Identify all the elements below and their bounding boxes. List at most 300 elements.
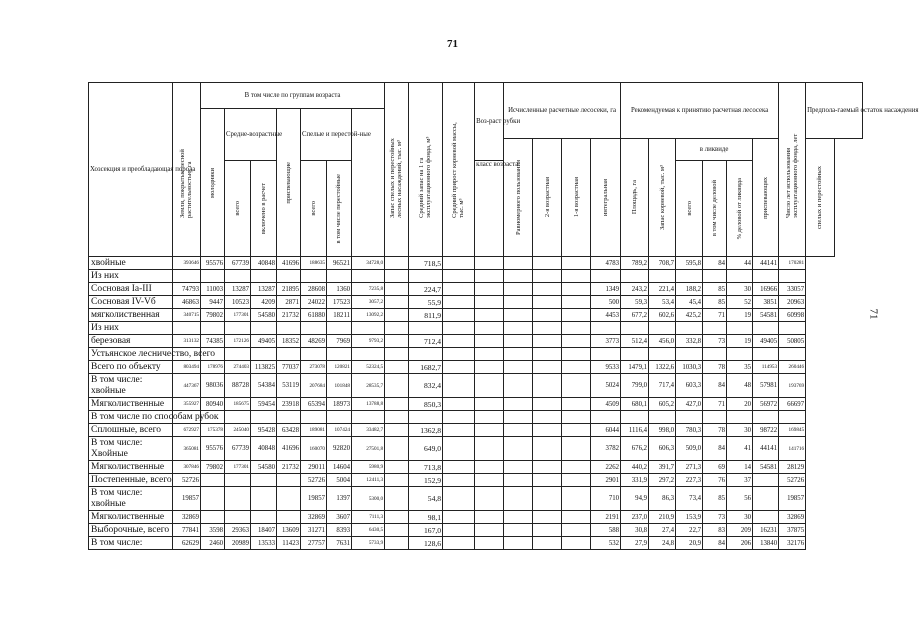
table-cell xyxy=(533,524,562,537)
table-cell: 52726 xyxy=(779,474,806,487)
table-cell: 18211 xyxy=(327,309,352,322)
table-row xyxy=(89,335,863,348)
table-cell xyxy=(385,335,409,348)
table-cell: 35 xyxy=(727,361,753,374)
table-cell xyxy=(562,374,591,398)
table-cell: 18973 xyxy=(327,398,352,411)
table-cell: 9533 xyxy=(591,361,621,374)
table-cell: 178976 xyxy=(201,361,225,374)
table-cell: 13788,8 xyxy=(352,398,385,411)
table-cell: 41696 xyxy=(277,437,301,461)
row-label: мягколиственная xyxy=(89,309,173,322)
table-cell xyxy=(443,424,475,437)
table-cell xyxy=(385,374,409,398)
table-cell: 595,8 xyxy=(676,257,703,270)
table-cell: 34728,0 xyxy=(352,257,385,270)
table-cell: 799,0 xyxy=(621,374,649,398)
table-cell: 41 xyxy=(727,437,753,461)
row-label: Выборочные, всего xyxy=(89,524,173,537)
table-cell: 19857 xyxy=(301,487,327,511)
row-label: В том числе: хвойные xyxy=(89,487,173,511)
table-cell xyxy=(591,411,621,424)
table-cell: 88728 xyxy=(225,374,251,398)
table-cell xyxy=(327,411,352,424)
table-cell: 193769 xyxy=(779,374,806,398)
table-cell xyxy=(475,511,504,524)
table-cell xyxy=(562,411,591,424)
table-cell xyxy=(301,270,327,283)
table-cell: 677,2 xyxy=(621,309,649,322)
table-cell: 1362,8 xyxy=(409,424,443,437)
row-label: В том числе: Хвойные xyxy=(89,437,173,461)
table-cell: 69 xyxy=(703,461,727,474)
table-cell: 5024 xyxy=(591,374,621,398)
col-header-avg-growth: Средний прирост корневой массы, тыс. м³ xyxy=(443,83,475,257)
table-cell: 340715 xyxy=(173,309,201,322)
table-cell xyxy=(201,487,225,511)
table-cell: 274403 xyxy=(225,361,251,374)
table-cell xyxy=(385,270,409,283)
table-cell: 53,4 xyxy=(649,296,676,309)
table-cell xyxy=(753,270,779,283)
table-cell xyxy=(533,322,562,335)
table-cell: 710 xyxy=(591,487,621,511)
table-cell: 76 xyxy=(703,474,727,487)
table-cell: 14 xyxy=(727,461,753,474)
table-cell xyxy=(779,411,806,424)
table-cell: 221,4 xyxy=(649,283,676,296)
col-header-age-groups: В том числе по группам возраста xyxy=(201,83,385,109)
table-cell xyxy=(385,511,409,524)
table-cell xyxy=(562,257,591,270)
table-cell xyxy=(649,270,676,283)
table-cell: 2191 xyxy=(591,511,621,524)
table-cell xyxy=(173,270,201,283)
table-cell: 713,8 xyxy=(409,461,443,474)
table-cell xyxy=(504,296,533,309)
table-cell xyxy=(676,411,703,424)
table-cell: 84 xyxy=(703,437,727,461)
table-cell: 832,4 xyxy=(409,374,443,398)
table-cell: 391,7 xyxy=(649,461,676,474)
table-cell xyxy=(251,270,277,283)
table-cell: 63428 xyxy=(277,424,301,437)
table-cell xyxy=(591,270,621,283)
table-row xyxy=(89,537,863,550)
table-row xyxy=(89,270,863,283)
table-cell: 512,4 xyxy=(621,335,649,348)
table-cell xyxy=(251,411,277,424)
col-header-calc-areas: Исчисленные расчетные лесосеки, га xyxy=(504,83,621,139)
table-cell xyxy=(703,322,727,335)
table-cell: 606,3 xyxy=(649,437,676,461)
table-cell: 9793,2 xyxy=(352,335,385,348)
table-cell xyxy=(251,348,277,361)
row-label: Мягколиственные xyxy=(89,398,173,411)
table-cell xyxy=(385,524,409,537)
table-cell: 1322,6 xyxy=(649,361,676,374)
table-cell: 206 xyxy=(727,537,753,550)
table-cell: 79802 xyxy=(201,309,225,322)
table-cell: 52 xyxy=(727,296,753,309)
row-label: Сплошные, всего xyxy=(89,424,173,437)
table-cell: 19 xyxy=(727,335,753,348)
table-cell xyxy=(649,322,676,335)
table-cell xyxy=(301,322,327,335)
table-cell xyxy=(533,474,562,487)
table-cell xyxy=(504,257,533,270)
table-cell: 44 xyxy=(727,257,753,270)
table-cell: 5300,0 xyxy=(352,487,385,511)
table-cell xyxy=(475,257,504,270)
table-cell xyxy=(504,411,533,424)
table-cell: 21732 xyxy=(277,461,301,474)
row-label: В том числе: xyxy=(89,537,173,550)
table-cell xyxy=(703,411,727,424)
table-cell: 18352 xyxy=(277,335,301,348)
table-cell xyxy=(475,335,504,348)
row-label: В том числе: хвойные xyxy=(89,374,173,398)
row-label: Из них xyxy=(89,270,173,283)
col-header-remain-mature: спелых и перестойных xyxy=(806,139,834,257)
table-cell: 224,7 xyxy=(409,283,443,296)
table-row xyxy=(89,348,863,361)
table-cell xyxy=(475,487,504,511)
table-cell: 189081 xyxy=(301,424,327,437)
table-cell xyxy=(649,348,676,361)
table-cell: 850,3 xyxy=(409,398,443,411)
table-cell: 28608 xyxy=(301,283,327,296)
table-cell: 393646 xyxy=(173,257,201,270)
table-cell: 54580 xyxy=(251,461,277,474)
table-cell xyxy=(562,524,591,537)
table-cell: 2262 xyxy=(591,461,621,474)
table-cell: 177301 xyxy=(225,309,251,322)
table-cell: 500 xyxy=(591,296,621,309)
table-cell: 46863 xyxy=(173,296,201,309)
table-cell xyxy=(201,322,225,335)
table-cell xyxy=(225,270,251,283)
table-cell: 20 xyxy=(727,398,753,411)
table-cell xyxy=(443,335,475,348)
table-cell xyxy=(251,487,277,511)
table-cell: 532 xyxy=(591,537,621,550)
table-cell xyxy=(504,322,533,335)
col-header-avg-stock: Средний запас на 1 га эксплуатационного фонда, м³ xyxy=(409,83,443,257)
table-cell: 17523 xyxy=(327,296,352,309)
table-cell: 40848 xyxy=(251,257,277,270)
table-cell: 332,8 xyxy=(676,335,703,348)
table-cell: 1682,7 xyxy=(409,361,443,374)
table-cell xyxy=(562,361,591,374)
table-cell xyxy=(385,424,409,437)
table-cell xyxy=(475,322,504,335)
table-cell: 49405 xyxy=(753,335,779,348)
table-cell: 29363 xyxy=(225,524,251,537)
table-cell xyxy=(385,309,409,322)
table-cell: 83 xyxy=(703,524,727,537)
table-cell xyxy=(562,424,591,437)
row-label: хвойные xyxy=(89,257,173,270)
table-cell xyxy=(352,270,385,283)
col-header-forest-land: Земли, покрытые лесной растительностью, га xyxy=(173,83,201,257)
table-cell: 605,2 xyxy=(649,398,676,411)
table-cell: 4209 xyxy=(251,296,277,309)
table-cell: 40848 xyxy=(251,437,277,461)
row-label: Постепенные, всего xyxy=(89,474,173,487)
table-cell: 672927 xyxy=(173,424,201,437)
table-cell: 53119 xyxy=(277,374,301,398)
row-label: Устьянское лесничество, всего xyxy=(89,348,173,361)
table-cell xyxy=(385,257,409,270)
table-cell: 170281 xyxy=(779,257,806,270)
table-cell: 85 xyxy=(703,487,727,511)
table-cell: 188,2 xyxy=(676,283,703,296)
table-cell xyxy=(649,411,676,424)
table-cell: 676,2 xyxy=(621,437,649,461)
table-cell: 13092,2 xyxy=(352,309,385,322)
table-cell: 16231 xyxy=(753,524,779,537)
table-cell xyxy=(277,474,301,487)
table-cell: 98036 xyxy=(201,374,225,398)
table-cell: 803494 xyxy=(173,361,201,374)
table-cell: 114953 xyxy=(753,361,779,374)
table-cell: 456,0 xyxy=(649,335,676,348)
table-cell xyxy=(277,487,301,511)
col-header-recommended: Рекомендуемая к принятию расчетная лесосека xyxy=(621,83,779,139)
table-cell: 141716 xyxy=(779,437,806,461)
table-cell: 210,9 xyxy=(649,511,676,524)
table-cell: 237,0 xyxy=(621,511,649,524)
table-cell xyxy=(443,537,475,550)
table-cell: 62629 xyxy=(173,537,201,550)
table-cell xyxy=(443,511,475,524)
table-cell: 313132 xyxy=(173,335,201,348)
table-cell xyxy=(225,487,251,511)
table-cell xyxy=(225,348,251,361)
table-cell: 57981 xyxy=(753,374,779,398)
table-cell: 27501,8 xyxy=(352,437,385,461)
table-cell: 41696 xyxy=(277,257,301,270)
table-cell xyxy=(385,411,409,424)
table-cell: 24,8 xyxy=(649,537,676,550)
table-cell: 7631 xyxy=(327,537,352,550)
table-cell: 60998 xyxy=(779,309,806,322)
table-cell: 13840 xyxy=(753,537,779,550)
table-cell xyxy=(327,348,352,361)
table-cell xyxy=(533,487,562,511)
table-cell: 260446 xyxy=(779,361,806,374)
table-cell: 30 xyxy=(727,424,753,437)
table-cell: 37875 xyxy=(779,524,806,537)
table-cell: 33482,7 xyxy=(352,424,385,437)
table-cell: 73 xyxy=(703,511,727,524)
table-cell xyxy=(533,424,562,437)
table-row xyxy=(89,257,863,270)
table-cell xyxy=(621,322,649,335)
col-header-middle-incl: включено в расчет xyxy=(251,161,277,257)
table-cell: 6044 xyxy=(591,424,621,437)
table-cell: 21895 xyxy=(277,283,301,296)
page-number-side: 71 xyxy=(867,308,880,320)
table-cell: 789,2 xyxy=(621,257,649,270)
table-cell xyxy=(385,487,409,511)
table-cell: 21732 xyxy=(277,309,301,322)
table-cell xyxy=(562,487,591,511)
table-cell: 13287 xyxy=(225,283,251,296)
table-cell xyxy=(562,335,591,348)
table-cell: 680,1 xyxy=(621,398,649,411)
table-cell: 48 xyxy=(727,374,753,398)
col-header-area: Площадь, га xyxy=(621,139,649,257)
table-cell xyxy=(385,348,409,361)
table-cell xyxy=(533,257,562,270)
table-cell xyxy=(504,283,533,296)
table-cell: 85 xyxy=(703,296,727,309)
table-cell xyxy=(533,437,562,461)
table-cell: 447367 xyxy=(173,374,201,398)
table-cell: 177301 xyxy=(225,461,251,474)
table-cell: 8393 xyxy=(327,524,352,537)
table-cell: 13609 xyxy=(277,524,301,537)
table-cell xyxy=(562,474,591,487)
table-cell: 355927 xyxy=(173,398,201,411)
table-cell xyxy=(533,296,562,309)
table-cell: 1349 xyxy=(591,283,621,296)
table-cell xyxy=(504,424,533,437)
table-cell: 24022 xyxy=(301,296,327,309)
table-cell: 71 xyxy=(703,309,727,322)
table-cell xyxy=(443,374,475,398)
table-cell: 2901 xyxy=(591,474,621,487)
col-header-liquid: в ликвиде xyxy=(676,139,753,161)
table-cell: 79802 xyxy=(201,461,225,474)
table-cell: 3773 xyxy=(591,335,621,348)
table-cell xyxy=(277,411,301,424)
col-header-stock-mature: Запас спелых и перестойных лесных насаждений, тыс. м³ xyxy=(385,83,409,257)
table-cell: 56 xyxy=(727,487,753,511)
table-cell: 86,3 xyxy=(649,487,676,511)
table-cell xyxy=(779,270,806,283)
table-row xyxy=(89,474,863,487)
col-header-cut-age: Воз-раст рубки xyxy=(475,83,504,161)
table-cell xyxy=(475,461,504,474)
table-cell xyxy=(591,322,621,335)
table-cell xyxy=(443,461,475,474)
table-cell xyxy=(443,322,475,335)
table-cell xyxy=(753,322,779,335)
table-cell xyxy=(352,322,385,335)
table-cell: 120821 xyxy=(327,361,352,374)
table-cell: 152,9 xyxy=(409,474,443,487)
table-cell: 50805 xyxy=(779,335,806,348)
table-cell xyxy=(225,474,251,487)
table-cell: 440,2 xyxy=(621,461,649,474)
table-cell: 52726 xyxy=(173,474,201,487)
table-cell xyxy=(475,270,504,283)
table-cell xyxy=(533,283,562,296)
table-cell xyxy=(533,398,562,411)
table-cell xyxy=(504,398,533,411)
table-cell: 54580 xyxy=(251,309,277,322)
table-cell xyxy=(277,348,301,361)
table-cell xyxy=(385,296,409,309)
col-header-uniform: Равномерного пользования xyxy=(504,139,533,257)
table-cell: 19 xyxy=(727,309,753,322)
col-header-mature-total: всего xyxy=(301,161,327,257)
table-cell: 5980,9 xyxy=(352,461,385,474)
col-header-pre-mature: приспевающие xyxy=(277,109,301,257)
table-cell xyxy=(385,461,409,474)
table-cell: 9447 xyxy=(201,296,225,309)
table-row xyxy=(89,424,863,437)
table-cell: 44141 xyxy=(753,257,779,270)
table-cell xyxy=(475,296,504,309)
table-cell: 48269 xyxy=(301,335,327,348)
col-header-years: Число лет использования эксплуатационного фонда, лет xyxy=(779,83,806,257)
table-cell: 227,3 xyxy=(676,474,703,487)
table-cell: 12411,3 xyxy=(352,474,385,487)
table-cell: 169845 xyxy=(779,424,806,437)
table-cell xyxy=(251,474,277,487)
table-cell: 4453 xyxy=(591,309,621,322)
table-cell: 73,4 xyxy=(676,487,703,511)
table-cell: 74385 xyxy=(201,335,225,348)
table-cell xyxy=(562,309,591,322)
col-header-young: молодняки xyxy=(201,109,225,257)
table-cell: 49405 xyxy=(251,335,277,348)
table-cell: 7969 xyxy=(327,335,352,348)
table-cell xyxy=(409,270,443,283)
col-header-mature-overmature: в том числе перестойные xyxy=(327,161,352,257)
table-cell xyxy=(676,322,703,335)
table-cell: 718,5 xyxy=(409,257,443,270)
table-cell: 1479,1 xyxy=(621,361,649,374)
table-cell: 811,9 xyxy=(409,309,443,322)
table-cell: 243,2 xyxy=(621,283,649,296)
table-cell xyxy=(504,270,533,283)
table-cell xyxy=(301,411,327,424)
table-cell xyxy=(676,348,703,361)
table-cell xyxy=(475,524,504,537)
table-cell: 98722 xyxy=(753,424,779,437)
table-cell xyxy=(533,537,562,550)
table-cell: 1116,4 xyxy=(621,424,649,437)
table-row xyxy=(89,309,863,322)
table-cell xyxy=(352,411,385,424)
table-row xyxy=(89,487,863,511)
col-header-first-age: 1-я возрастная xyxy=(562,139,591,257)
table-cell: 27,4 xyxy=(649,524,676,537)
table-cell: 13287 xyxy=(251,283,277,296)
table-cell xyxy=(409,348,443,361)
table-cell: 31271 xyxy=(301,524,327,537)
table-cell: 80940 xyxy=(201,398,225,411)
table-cell: 71 xyxy=(703,398,727,411)
table-row xyxy=(89,461,863,474)
table-cell: 74793 xyxy=(173,283,201,296)
table-cell xyxy=(201,511,225,524)
table-cell xyxy=(443,398,475,411)
table-cell xyxy=(443,283,475,296)
col-header-second-age: 2-я возрастная xyxy=(533,139,562,257)
table-cell xyxy=(779,348,806,361)
col-header-remain: Предпола-гаемый остаток насаждения xyxy=(806,83,863,139)
row-label: Мягколиственные xyxy=(89,511,173,524)
table-cell: 67739 xyxy=(225,437,251,461)
col-header-remain-premature: приспевающих xyxy=(753,139,779,257)
table-cell xyxy=(443,437,475,461)
